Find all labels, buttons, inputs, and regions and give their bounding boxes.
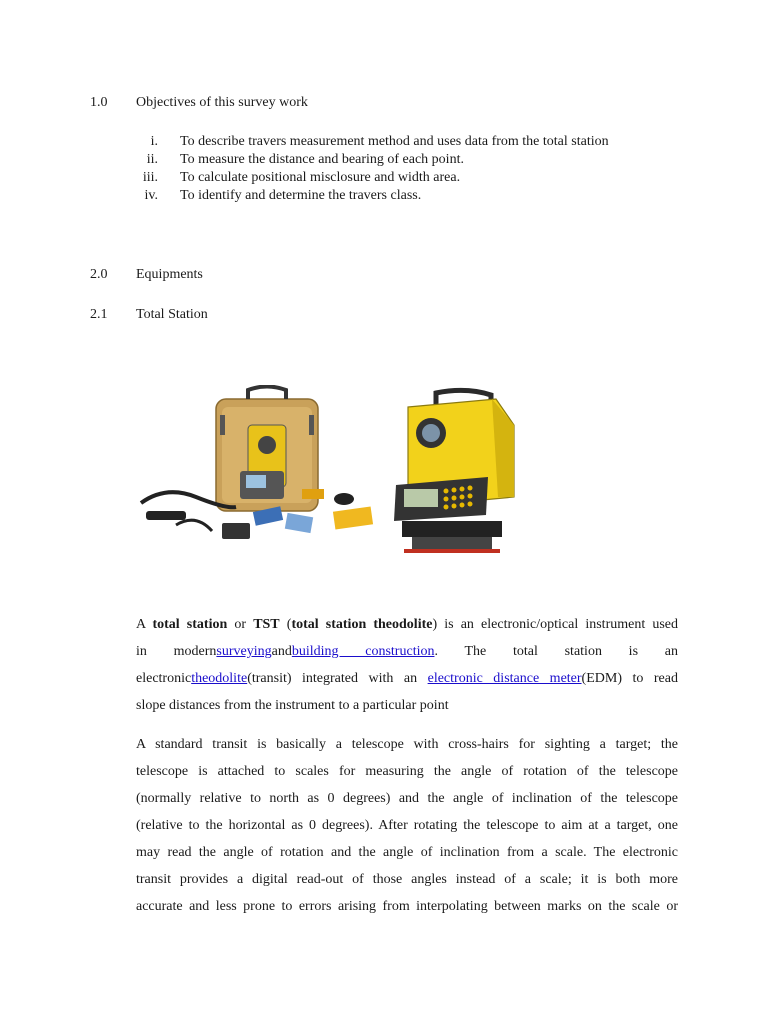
paragraph-line: (relative to the horizontal as 0 degrees). After rotating the telescope to aim at a target, one [136,818,678,833]
objectives-list [136,133,696,205]
text-run: in modern [136,644,217,659]
paragraph-line: may read the angle of rotation and the angle of inclination from a scale. The electronic [136,845,678,860]
building-construction-link[interactable]: building construction [291,644,435,659]
text-run: A [136,617,153,632]
paragraph-line [136,611,678,638]
paragraph-line [136,665,678,692]
section-number: 2.0 [90,267,108,282]
text-run: ) is an electronic/optical instrument used [432,617,679,632]
yellow-total-station-image [394,390,514,553]
section-title: Total Station [136,307,208,322]
paragraph-line [136,638,678,665]
paragraph-line: transit provides a digital read-out of those angles instead of a scale; it is both more [136,872,678,887]
paragraph-line: slope distances from the instrument to a particular point [136,698,449,713]
list-marker: iv. [144,188,158,203]
total-station-photos [136,385,536,560]
paragraph-line: telescope is attached to scales for measuring the angle of rotation of the telescope [136,764,678,779]
text-run: electronic [136,671,192,686]
list-item [136,151,696,169]
total-station-paragraph [136,611,678,719]
list-item-text: To calculate positional misclosure and width area. [180,170,461,185]
text-run: (EDM) to read [581,671,678,686]
paragraph-line: (normally relative to north as 0 degrees) and the angle of inclination of the telescope [136,791,678,806]
section-title: Objectives of this survey work [136,95,308,110]
list-marker: iii. [142,170,158,185]
list-marker: ii. [146,152,158,167]
bold-term: total station [152,617,228,632]
list-item-text: To describe travers measurement method and uses data from the total station [180,134,609,149]
paragraph-line: accurate and less prone to errors arising from interpolating between marks on the scale or [136,899,678,914]
standard-transit-paragraph [136,731,678,920]
text-run: . The total station is an [434,644,678,659]
total-station-kit-image [141,387,373,540]
list-item [136,133,696,151]
text-run: (transit) integrated with an [247,671,428,686]
section-title: Equipments [136,267,203,282]
section-number: 2.1 [90,307,108,322]
electronic-distance-meter-link[interactable]: electronic distance meter [427,671,582,686]
theodolite-link[interactable]: theodolite [191,671,248,686]
bold-term: total station theodolite [291,617,433,632]
list-item-text: To identify and determine the travers class. [180,188,422,203]
surveying-link[interactable]: surveying [216,644,272,659]
paragraph-line: A standard transit is basically a telescope with cross-hairs for sighting a target; the [136,737,678,752]
list-item-text: To measure the distance and bearing of each point. [180,152,464,167]
text-run: and [271,644,292,659]
bold-term: TST [253,617,280,632]
section-number: 1.0 [90,95,108,110]
text-run: ( [279,617,292,632]
list-item [136,187,696,205]
list-marker: i. [150,134,158,149]
text-run: or [227,617,254,632]
list-item [136,169,696,187]
